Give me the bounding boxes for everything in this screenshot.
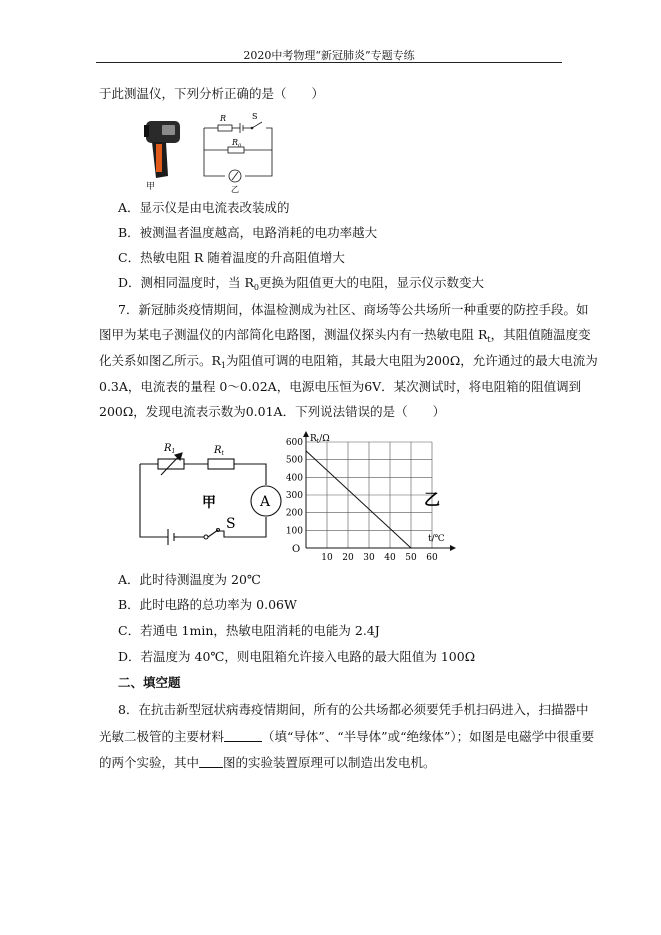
y-tick-label-500: 500 — [285, 455, 303, 466]
x-tick-label-30: 30 — [363, 553, 375, 563]
q6-option-b: B．被测温者温度越高，电路消耗的电功率越大 — [118, 225, 378, 240]
q6-option-a: A．显示仪是由电流表改装成的 — [118, 200, 290, 215]
ammeter-label: A — [260, 494, 271, 510]
thermometer-gun-figure — [128, 116, 188, 192]
chart-origin-label: O — [292, 544, 301, 555]
chart-x-axis-label: t/℃ — [428, 534, 445, 544]
q8-line-2: 光敏二极管的主要材料 （填“导体”、“半导体”或“绝缘体”）；如图是电磁学中很重要 — [99, 729, 595, 744]
y-tick-label-400: 400 — [285, 473, 303, 484]
q7-option-a: A．此时待测温度为 20℃ — [118, 572, 261, 587]
chart-series — [306, 451, 411, 548]
series-line-0 — [306, 451, 411, 548]
section-2-title: 二、填空题 — [118, 675, 181, 690]
q7-circuit-diagram — [132, 437, 292, 549]
q6-label-R: R — [220, 114, 227, 123]
q6-stem: 于此测温仪，下列分析正确的是（ ） — [99, 86, 325, 101]
x-axis-arrow — [450, 545, 456, 551]
page-header-title: 2020中考物理“新冠肺炎”专题专练 — [243, 49, 415, 62]
y-tick-label-300: 300 — [285, 491, 303, 501]
q7-circuit-label-jia: 甲 — [202, 495, 216, 511]
q7-circuit-label-Rt: $R_t$ — [214, 445, 224, 457]
q7-line-1: 7．新冠肺炎疫情期间，体温检测成为社区、商场等公共场所一种重要的防控手段。如 — [118, 302, 589, 317]
q7-option-b: B．此时电路的总功率为 0.06W — [118, 597, 297, 612]
header-divider — [96, 62, 562, 63]
q7-circuit-label-S: S — [226, 516, 236, 532]
x-tick-label-20: 20 — [342, 553, 354, 563]
q6-label-S: S — [252, 112, 258, 121]
chart-figure-label-yi: 乙 — [424, 490, 441, 509]
x-tick-label-50: 50 — [405, 553, 417, 563]
q7-option-d: D．若温度为 40℃，则电阻箱允许接入电路的最大阻值为 100Ω — [118, 649, 476, 664]
chart-tick-labels — [285, 438, 441, 563]
q8-line-1: 8．在抗击新型冠状病毒疫情期间，所有的公共场都必须要凭手机扫码进入，扫描器中 — [118, 702, 589, 717]
q6-option-c: C．热敏电阻 R 随着温度的升高阻值增大 — [118, 250, 345, 265]
q8-blank-1 — [224, 729, 262, 742]
chart-grid — [306, 442, 432, 548]
x-tick-label-60: 60 — [426, 553, 438, 563]
fig-yi-label: 乙 — [231, 185, 239, 194]
thermometer-gun-icon — [144, 121, 180, 178]
q8-line-3: 的两个实验，其中 图的实验装置原理可以制造出发电机。 — [99, 755, 436, 770]
q6-label-R0: $R_0$ — [232, 138, 242, 149]
q6-circuit-diagram — [200, 108, 310, 194]
q7-circuit-label-R1: $R_1$ — [164, 443, 176, 455]
x-tick-label-40: 40 — [384, 553, 396, 563]
q7-line-4: 0.3A，电流表的量程 0～0.02A，电源电压恒为6V．某次测试时，将电阻箱的阻值调到 — [99, 379, 582, 394]
q7-line-5: 200Ω，发现电流表示数为0.01A．下列说法错误的是（ ） — [99, 404, 446, 419]
q8-blank-2 — [199, 755, 223, 768]
fig-jia-label: 甲 — [146, 182, 156, 192]
y-tick-label-600: 600 — [285, 438, 303, 448]
q6-option-d: D．测相同温度时，当 $R_0$更换为阻值更大的电阻，显示仪示数变大 — [118, 275, 485, 292]
q7-line-2: 图甲为某电子测温仪的内部简化电路图，测温仪探头内有一热敏电阻 $R_t$，其阻值随温度变 — [99, 327, 591, 344]
rt-vs-temperature-chart — [282, 428, 462, 566]
y-tick-label-200: 200 — [285, 508, 303, 519]
x-tick-label-10: 10 — [321, 553, 333, 563]
chart-y-axis-label: $R_t/\Omega$ — [310, 434, 330, 445]
q7-option-c: C．若通电 1min，热敏电阻消耗的电能为 2.4J — [118, 623, 380, 638]
y-tick-label-100: 100 — [285, 526, 303, 537]
y-axis-arrow — [303, 431, 309, 437]
q7-line-3: 化关系如图乙所示。$R_1$为阻值可调的电阻箱，其最大电阻为200Ω，允许通过的最大电流为 — [99, 353, 598, 370]
